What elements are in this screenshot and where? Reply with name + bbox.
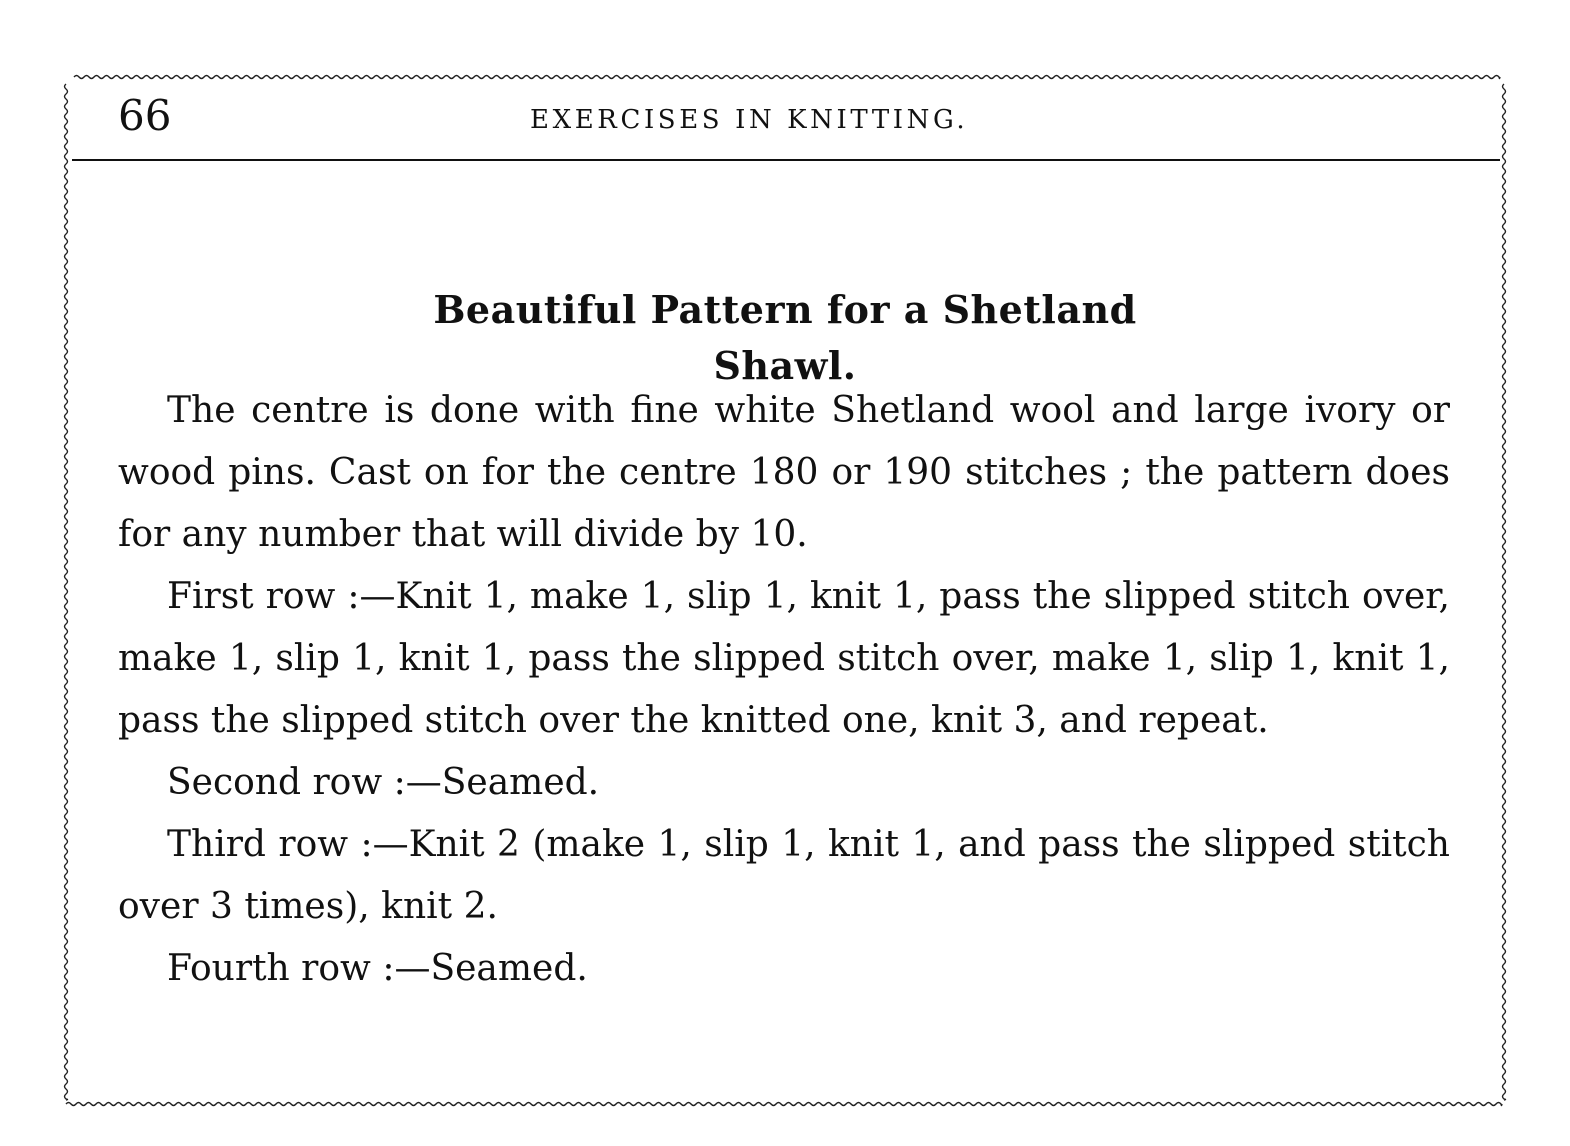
wavy-border-top — [74, 76, 1500, 79]
paragraph-fourth-row: Fourth row :—Seamed. — [167, 948, 588, 989]
wavy-border-right — [1503, 84, 1506, 1100]
page-number: 66 — [118, 91, 172, 140]
paragraph-second-row: Second row :—Seamed. — [167, 762, 600, 803]
wavy-border-bottom — [66, 1103, 1502, 1106]
body-text — [118, 380, 1450, 1000]
paragraph-third-row: Third row :—Knit 2 (make 1, slip 1, knit 1, and pass the slipped stitch over 3 times), knit 2. — [118, 824, 1450, 927]
paragraph-first-row: First row :—Knit 1, make 1, slip 1, knit 1, pass the slipped stitch over, make 1, slip 1, knit 1, pass the slipped stitch over, make 1, slip 1, knit 1, pass the slipped stitch over the knitted one, knit 3, and repeat. — [118, 576, 1450, 741]
running-title: EXERCISES IN KNITTING. — [530, 105, 969, 135]
paragraph-intro: The centre is done with fine white Shetland wool and large ivory or wood pins. Cast on for the centre 180 or 190 stitches ; the pattern does for any number that will divide by 10. — [118, 390, 1450, 555]
wavy-border-left — [65, 84, 68, 1100]
section-heading: Beautiful Pattern for a Shetland Shawl. — [433, 287, 1137, 388]
